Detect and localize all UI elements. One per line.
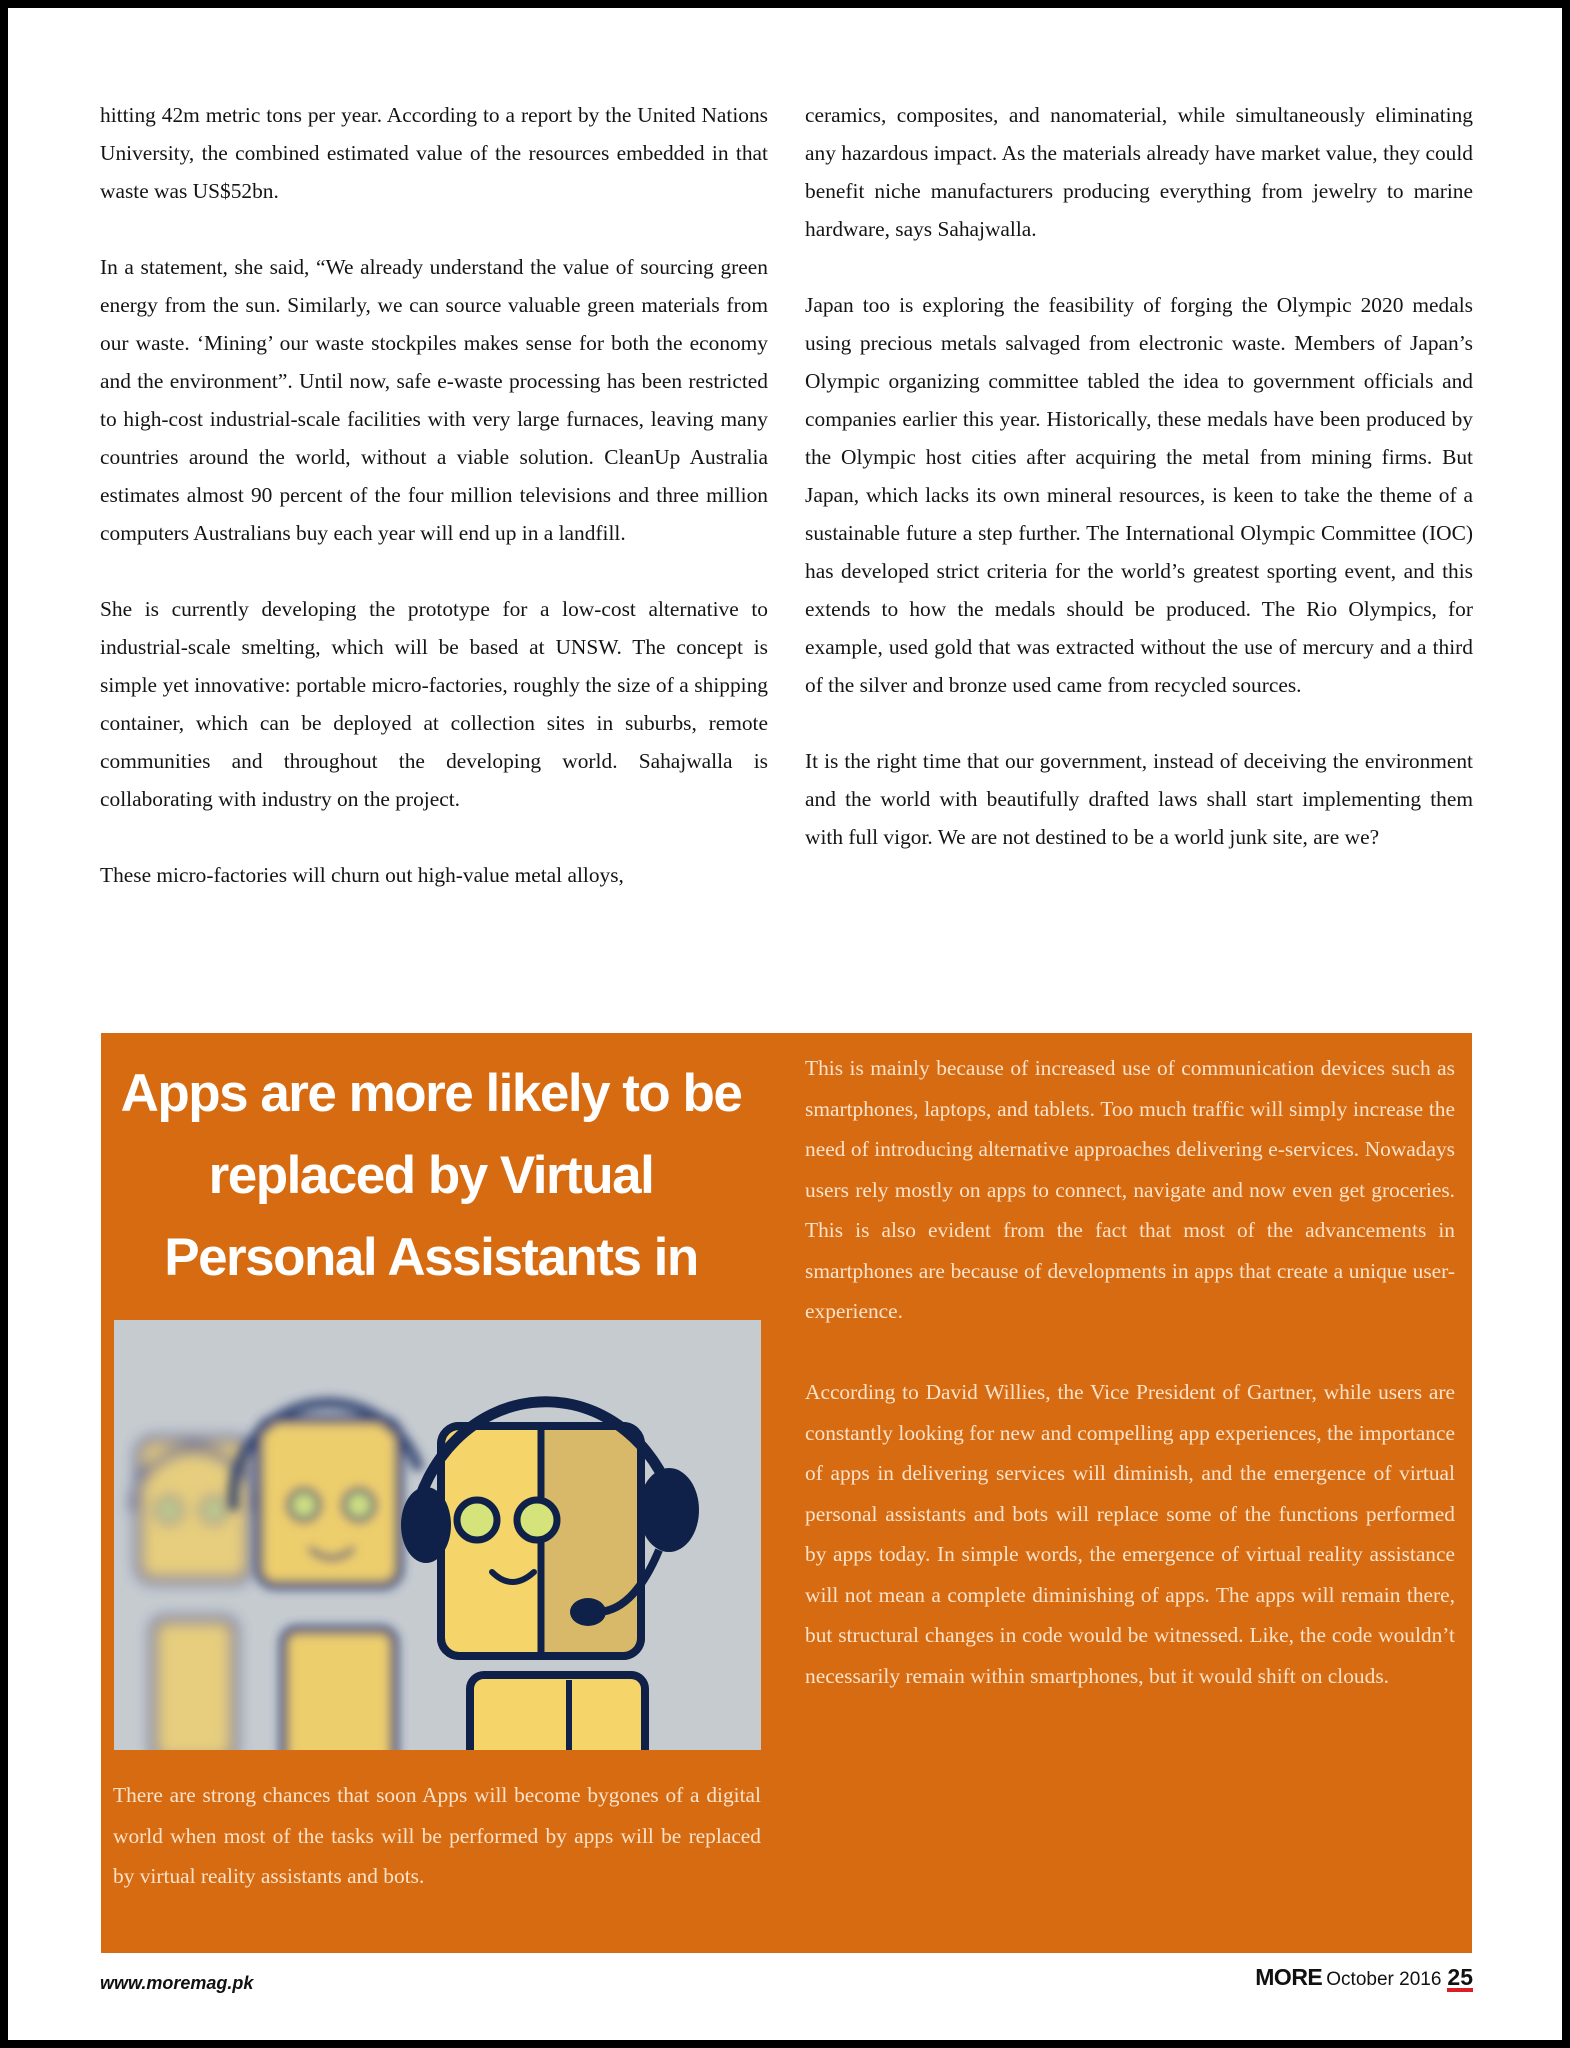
article-paragraph: hitting 42m metric tons per year. According to a report by the United Nations University, the combined estimated value of the resources embedded in that waste was US$52bn. [100,103,768,203]
feature-box [101,1033,1472,1953]
article-paragraph: She is currently developing the prototype for a low-cost alternative to industrial-scale smelting, which will be based at UNSW. The concept is simple yet innovative: portable micro-factories, roughly the size of a shipping container, which can be deployed at collection sites in suburbs, remote communities and throughout the developing world. Sahajwalla is collaborating with industry on the project. [100,597,768,811]
feature-headline: Apps are more likely to be replaced by Virtual Personal Assistants in [120,1064,742,1287]
article-paragraph: Japan too is exploring the feasibility of forging the Olympic 2020 medals using precious metals salvaged from electronic waste. Members of Japan’s Olympic organizing committee tabled the idea to government officials and companies earlier this year. Historically, these medals have been produced by the Olympic host cities after acquiring the metal from mining firms. But Japan, which lacks its own mineral resources, is keen to take the theme of a sustainable future a step further. The International Olympic Committee (IOC) has developed strict criteria for the world’s greatest sporting event, and this extends to how the medals should be produced. The Rio Olympics, for example, used gold that was extracted without the use of mercury and a third of the silver and bronze used came from recycled sources. [805,293,1473,697]
footer-website: www.moremag.pk [100,1973,254,1993]
feature-paragraph: This is mainly because of increased use of communication devices such as smartphones, laptops, and tablets. Too much traffic will simply increase the need of introducing alternative approaches delivering e-services. Nowadays users rely mostly on apps to connect, navigate and now even get groceries. This is also evident from the fact that most of the advancements in smartphones are because of developments in apps that create a unique user-experience. [805,1056,1455,1323]
article-paragraph: ceramics, composites, and nanomaterial, while simultaneously eliminating any hazardous impact. As the materials already have market value, they could benefit niche manufacturers producing everything from jewelry to marine hardware, says Sahajwalla. [805,103,1473,241]
article-column-right [805,96,1473,856]
feature-body [805,1048,1455,1696]
issue-date: October 2016 [1326,1969,1442,1990]
feature-paragraph: According to David Willies, the Vice President of Gartner, while users are constantly looking for new and compelling app experiences, the importance of apps in delivering services will diminish, and the emergence of virtual personal assistants and bots will replace some of the functions performed by apps today. In simple words, the emergence of virtual reality assistance will not mean a complete diminishing of apps. The apps will remain there, but structural changes in code would be witnessed. Like, the code wouldn’t necessarily remain within smartphones, but it would shift on clouds. [805,1380,1455,1688]
article-column-left [100,96,768,894]
article-paragraph: It is the right time that our government, instead of deceiving the environment and the world with beautifully drafted laws shall start implementing them with full vigor. We are not destined to be a world junk site, are we? [805,749,1473,849]
footer-folio [1255,1964,1473,1992]
article-paragraph: In a statement, she said, “We already understand the value of sourcing green energy from the sun. Similarly, we can source valuable green materials from our waste. ‘Mining’ our waste stockpiles makes sense for both the economy and the environment”. Until now, safe e-waste processing has been restricted to high-cost industrial-scale facilities with very large furnaces, leaving many countries around the world, without a viable solution. CleanUp Australia estimates almost 90 percent of the four million televisions and three million computers Australians buy each year will end up in a landfill. [100,255,768,545]
feature-caption: There are strong chances that soon Apps will become bygones of a digital world when most of the tasks will be performed by apps will be replaced by virtual reality assistants and bots. [113,1783,761,1888]
robot-headset-illustration [114,1320,761,1750]
magazine-page [8,8,1562,2040]
page-number: 25 [1447,1964,1473,1990]
magazine-brand: MORE [1255,1964,1323,1990]
article-paragraph: These micro-factories will churn out high-value metal alloys, [100,863,624,887]
